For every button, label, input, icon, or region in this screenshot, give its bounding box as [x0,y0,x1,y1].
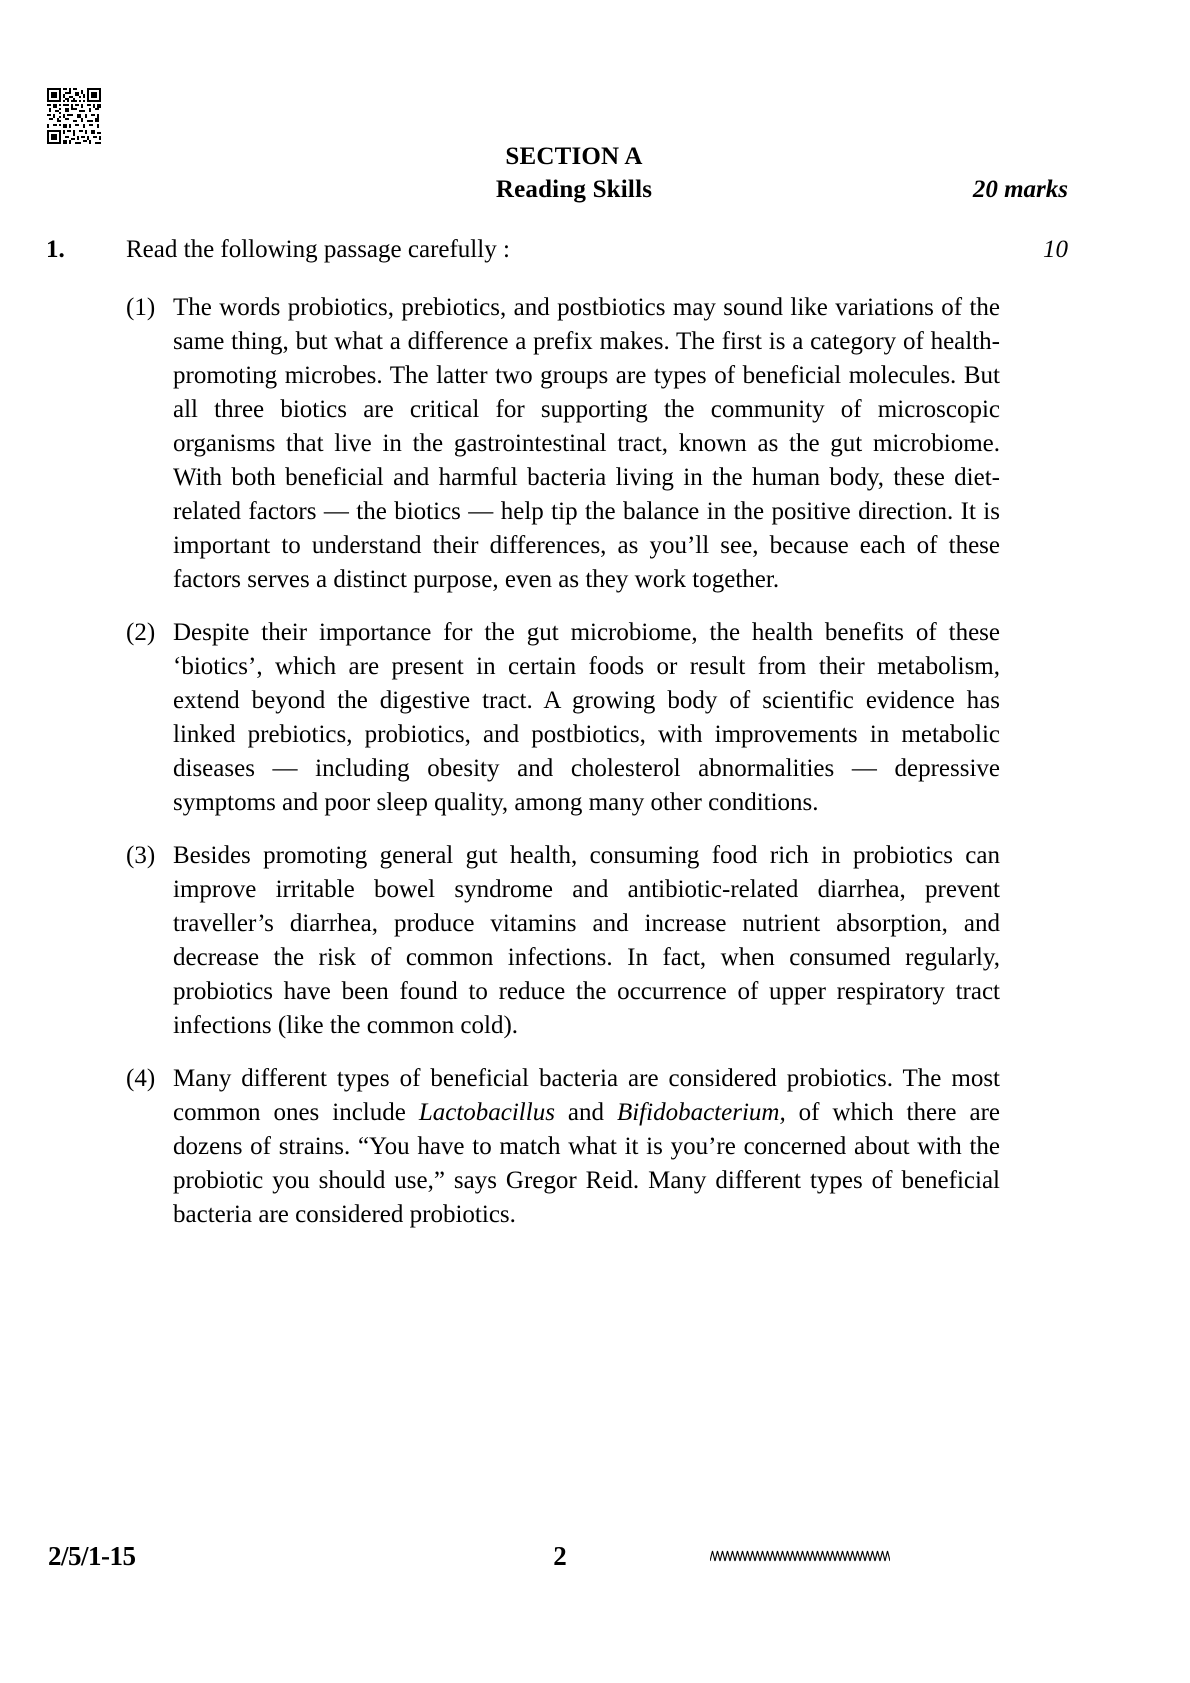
page-footer [0,1541,1190,1581]
passage-paragraph [126,839,1000,1043]
paragraph-marker: (4) [126,1065,156,1092]
section-marks: 20 marks [972,176,1068,203]
paragraph-text: Many different types of beneficial bacteria are considered probiotics. The most common ones include Lactobacillus and Bifidobacterium, of which there are dozens of strains. “You have to match what it is you’re concerned about with the probiotic you should use,” says Gregor Reid. Many different types of beneficial bacteria are considered probiotics. [173,1065,1000,1228]
question-header [0,236,1190,270]
zigzag-rule-icon [710,1547,890,1567]
page-header [0,143,1190,209]
paragraph-text: Besides promoting general gut health, consuming food rich in probiotics can improve irritable bowel syndrome and antibiotic-related diarrhea, prevent traveller’s diarrhea, produce vitamins and increase nutrient absorption, and decrease the risk of common infections. In fact, when consumed regularly, probiotics have been found to reduce the occurrence of upper respiratory tract infections (like the common cold). [173,842,1000,1039]
passage-paragraph [126,1062,1000,1232]
passage-paragraph [126,616,1000,820]
section-title: SECTION A [505,143,643,170]
question-marks: 10 [1043,236,1068,263]
paragraph-marker: (1) [126,294,156,321]
section-subtitle: Reading Skills [495,176,653,203]
page-number: 2 [553,1541,567,1571]
question-number: 1. [46,236,65,263]
question-instruction: Read the following passage carefully : [126,236,510,263]
paragraph-marker: (2) [126,619,156,646]
paper-code: 2/5/1-15 [48,1541,136,1571]
reading-passage [126,291,1000,1232]
paragraph-text: Despite their importance for the gut microbiome, the health benefits of these ‘biotics’, which are present in certain foods or result from their metabolism, extend beyond the digestive tract. A growing body of scientific evidence has linked prebiotics, probiotics, and postbiotics, with improvements in metabolic diseases — including obesity and cholesterol abnormalities — depressive symptoms and poor sleep quality, among many other conditions. [173,619,1000,816]
passage-paragraph [126,291,1000,597]
paragraph-marker: (3) [126,842,156,869]
paragraph-text: The words probiotics, prebiotics, and postbiotics may sound like variations of the same thing, but what a difference a prefix makes. The first is a category of health-promoting microbes. The latter two groups are types of beneficial molecules. But all three biotics are critical for supporting the community of microscopic organisms that live in the gastrointestinal tract, known as the gut microbiome. With both beneficial and harmful bacteria living in the human body, these diet-related factors — the biotics — help tip the balance in the positive direction. It is important to understand their differences, as you’ll see, because each of these factors serves a distinct purpose, even as they work together. [173,294,1000,593]
qr-code-icon [47,88,101,144]
